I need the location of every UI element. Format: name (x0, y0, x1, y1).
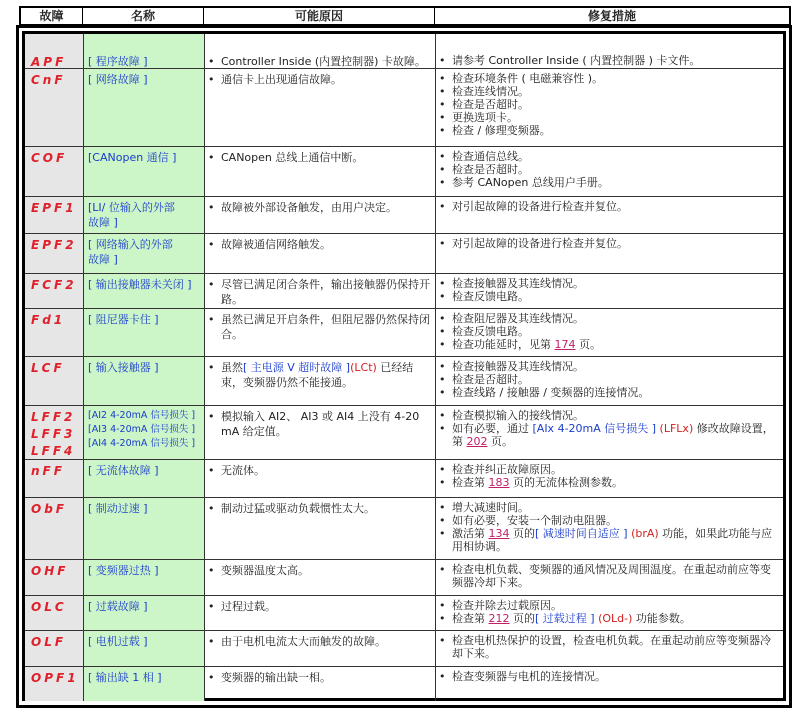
text-segment: 检查接触器及其连线情况。 (452, 360, 584, 373)
fault-name-cell (84, 460, 205, 497)
text-segment: 检查环境条件 ( 电磁兼容性 )。 (452, 72, 604, 85)
fault-code: EPF1 (31, 201, 77, 215)
text-segment: 故障被通信网络触发。 (221, 238, 331, 251)
remedy-cell (436, 197, 783, 233)
cause-item (208, 312, 433, 342)
cause-cell (205, 460, 436, 497)
text-segment: 虽然 (221, 361, 243, 374)
text-segment: 检查第 (452, 476, 489, 489)
table-row (25, 147, 783, 197)
fault-code: CnF (31, 73, 66, 87)
remedy-item (439, 514, 781, 527)
text-segment: 检查电机负载、变频器的通风情况及周围温度。在重起动前应等变频器冷却下来。 (452, 563, 771, 589)
remedy-cell (436, 357, 783, 405)
text-segment: 检查通信总线。 (452, 150, 529, 163)
cause-cell (205, 406, 436, 459)
header-remedy: 修复措施 (587, 9, 636, 23)
cause-item (208, 237, 433, 252)
remedy-item (439, 463, 781, 476)
text-segment: 变频器温度太高。 (221, 564, 309, 577)
fault-name: [ 输出接触器未关闭 ] (88, 278, 192, 291)
fault-name: [AI4 4-20mA 信号损失 ] (88, 438, 196, 449)
fault-code: OPF1 (31, 671, 79, 685)
text-segment: 检查反馈电路。 (452, 325, 529, 338)
text-segment: 已经结束，变频器仍然不能接通。 (221, 361, 414, 389)
remedy-item (439, 422, 781, 448)
fault-name: [CANopen 通信 ] (88, 151, 177, 164)
fault-name-cell (84, 498, 205, 559)
cause-cell (205, 147, 436, 196)
fault-name: [ 程序故障 ] (88, 55, 148, 68)
parameter-ref: (OLd-) (594, 612, 633, 625)
remedy-item (439, 163, 781, 176)
fault-code-cell (25, 309, 84, 356)
fault-code: EPF2 (31, 238, 77, 252)
fault-code-cell (25, 147, 84, 196)
cause-cell (205, 667, 436, 701)
text-segment: 检查第 (452, 612, 489, 625)
text-segment: 功能参数。 (632, 612, 691, 625)
table-row (25, 667, 783, 701)
fault-code: Fd1 (31, 313, 66, 327)
text-segment: 增大减速时间。 (452, 501, 529, 514)
fault-code-cell (25, 560, 84, 595)
table-row (25, 460, 783, 498)
fault-code: OLF (31, 635, 67, 649)
text-segment: 检查变频器与电机的连接情况。 (452, 670, 606, 683)
text-segment: 故障被外部设备触发，由用户决定。 (221, 201, 397, 214)
parameter-ref: [ 减速时间自适应 ] (535, 527, 628, 540)
remedy-item (439, 85, 781, 98)
text-segment: 尽管已满足闭合条件，输出接触器仍保持开路。 (221, 278, 430, 306)
parameter-ref: [ 主电源 V 超时故障 ] (243, 361, 351, 374)
text-segment: 检查功能延时，见第 (452, 338, 555, 351)
remedy-item (439, 634, 781, 660)
fault-name: [ 输出缺 1 相 ] (88, 671, 162, 684)
remedy-cell (436, 147, 783, 196)
text-segment: 检查并纠正故障原因。 (452, 463, 562, 476)
text-segment: 检查线路 / 接触器 / 变频器的连接情况。 (452, 386, 650, 399)
table-row (25, 357, 783, 406)
page-link[interactable]: 174 (554, 338, 576, 351)
remedy-cell (436, 560, 783, 595)
fault-name: [ 制动过速 ] (88, 502, 148, 515)
text-segment: 无流体。 (221, 464, 265, 477)
cause-cell (205, 274, 436, 308)
fault-code-cell (25, 197, 84, 233)
cause-cell (205, 560, 436, 595)
text-segment: 制动过猛或驱动负载惯性太大。 (221, 502, 375, 515)
remedy-item (439, 670, 781, 683)
fault-code-cell (25, 631, 84, 666)
remedy-item (439, 111, 781, 124)
remedy-item (439, 386, 781, 399)
cause-item (208, 501, 433, 516)
fault-name-cell (84, 147, 205, 196)
fault-name: [ 无流体故障 ] (88, 464, 159, 477)
text-segment: 检查反馈电路。 (452, 290, 529, 303)
text-segment: CANopen 总线上通信中断。 (221, 151, 364, 164)
cause-item (208, 563, 433, 578)
table-row (25, 34, 783, 69)
table-row (25, 406, 783, 460)
table-row (25, 274, 783, 309)
text-segment: 如有必要，安装一个制动电阻器。 (452, 514, 617, 527)
fault-code: LFF2 (31, 410, 76, 424)
remedy-cell (436, 274, 783, 308)
fault-name-cell (84, 234, 205, 273)
table-row (25, 197, 783, 234)
remedy-item (439, 527, 781, 553)
text-segment: 检查连线情况。 (452, 85, 529, 98)
text-segment: 由于电机电流太大而触发的故障。 (221, 635, 386, 648)
table-row (25, 560, 783, 596)
remedy-cell (436, 69, 783, 146)
fault-name-cell (84, 309, 205, 356)
remedy-cell (436, 234, 783, 273)
text-segment: 页的无流体检测参数。 (509, 476, 623, 489)
text-segment: 检查 / 修理变频器。 (452, 124, 551, 137)
table-row (25, 69, 783, 147)
remedy-cell (436, 460, 783, 497)
remedy-item (439, 409, 781, 422)
cause-cell (205, 498, 436, 559)
remedy-item (439, 476, 781, 489)
cause-cell (205, 631, 436, 666)
text-segment: 请参考 Controller Inside ( 内置控制器 ) 卡文件。 (452, 54, 701, 67)
remedy-item (439, 373, 781, 386)
header-fault: 故障 (21, 8, 83, 24)
fault-name: [ 电机过载 ] (88, 635, 148, 648)
fault-name: 故障 ] (88, 253, 118, 266)
fault-table (22, 31, 786, 701)
fault-name: [AI2 4-20mA 信号损失 ] (88, 410, 196, 421)
fault-name: [ 网络故障 ] (88, 73, 148, 86)
text-segment: 检查是否超时。 (452, 98, 529, 111)
remedy-item (439, 338, 781, 351)
cause-cell (205, 69, 436, 146)
remedy-item (439, 312, 781, 325)
cause-item (208, 277, 433, 307)
fault-code-cell (25, 69, 84, 146)
cause-item (208, 150, 433, 165)
text-segment: 修改故障设置，第 (452, 422, 774, 448)
fault-code-cell (25, 357, 84, 405)
page-link[interactable]: 134 (488, 527, 510, 540)
remedy-cell (436, 498, 783, 559)
table-row (25, 498, 783, 560)
parameter-ref: [ 过载过程 ] (535, 612, 595, 625)
header-cause: 可能原因 (204, 8, 435, 24)
remedy-cell (436, 631, 783, 666)
fault-code-cell (25, 460, 84, 497)
remedy-item (439, 599, 781, 612)
fault-code-cell (25, 234, 84, 273)
fault-name-cell (84, 596, 205, 630)
fault-code: nFF (31, 464, 65, 478)
cause-item (208, 72, 433, 87)
fault-code: COF (31, 151, 68, 165)
table-row (25, 596, 783, 631)
fault-code: APF (31, 55, 67, 69)
cause-item (208, 200, 433, 215)
cause-item (208, 360, 433, 390)
text-segment: 过程过载。 (221, 600, 276, 613)
fault-name-cell (84, 357, 205, 405)
text-segment: 参考 CANopen 总线用户手册。 (452, 176, 609, 189)
fault-code-cell (25, 34, 84, 68)
cause-cell (205, 197, 436, 233)
page-link[interactable]: 183 (488, 476, 510, 489)
remedy-cell (436, 406, 783, 459)
text-segment: 检查阻尼器及其连线情况。 (452, 312, 584, 325)
text-segment: 页。 (575, 338, 601, 351)
text-segment: 功能，如果此功能与应用相协调。 (452, 527, 773, 553)
remedy-item (439, 612, 781, 625)
text-segment: 如有必要，通过 (452, 422, 533, 435)
remedy-item (439, 290, 781, 303)
remedy-item (439, 72, 781, 85)
text-segment: 检查模拟输入的接线情况。 (452, 409, 584, 422)
fault-code: LFF3 (31, 427, 76, 441)
fault-code: OHF (31, 564, 69, 578)
fault-name: [AI3 4-20mA 信号损失 ] (88, 424, 196, 435)
remedy-item (439, 563, 781, 589)
page-link[interactable]: 212 (488, 612, 510, 625)
parameter-ref: (brA) (627, 527, 659, 540)
text-segment: 激活第 (452, 527, 489, 540)
header-name: 名称 (83, 8, 204, 24)
remedy-cell (436, 596, 783, 630)
parameter-ref: [AIx 4-20mA 信号损失 ] (532, 422, 657, 435)
fault-code-cell (25, 406, 84, 459)
cause-item (208, 634, 433, 649)
remedy-item (439, 176, 781, 189)
text-segment: 页的 (509, 527, 535, 540)
text-segment: 检查是否超时。 (452, 373, 529, 386)
fault-name: [ 变频器过热 ] (88, 564, 159, 577)
fault-code-cell (25, 596, 84, 630)
cause-item (208, 599, 433, 614)
text-segment: 检查并除去过载原因。 (452, 599, 562, 612)
fault-name-cell (84, 69, 205, 146)
cause-item (208, 463, 433, 478)
text-segment: 更换选项卡。 (452, 111, 518, 124)
table-row (25, 234, 783, 274)
remedy-item (439, 54, 781, 67)
fault-name-cell (84, 274, 205, 308)
fault-code-cell (25, 498, 84, 559)
fault-code: OLC (31, 600, 67, 614)
text-segment: 检查是否超时。 (452, 163, 529, 176)
remedy-item (439, 124, 781, 137)
table-row (25, 309, 783, 357)
text-segment: 对引起故障的设备进行检查并复位。 (452, 200, 628, 213)
text-segment: 通信卡上出现通信故障。 (221, 73, 342, 86)
fault-name-cell (84, 560, 205, 595)
remedy-item (439, 150, 781, 163)
fault-name-cell (84, 667, 205, 701)
page-link[interactable]: 202 (466, 435, 488, 448)
cause-item (208, 54, 433, 69)
remedy-item (439, 360, 781, 373)
fault-name: [ 阻尼器卡住 ] (88, 313, 159, 326)
parameter-ref: (LCt) (350, 361, 377, 374)
fault-name: [ 网络输入的外部 (88, 238, 173, 251)
fault-name: 故障 ] (88, 216, 118, 229)
remedy-cell (436, 309, 783, 356)
text-segment: 虽然已满足开启条件，但阻尼器仍然保持闭合。 (221, 313, 430, 341)
cause-item (208, 409, 433, 439)
parameter-ref: (LFLx) (656, 422, 694, 435)
text-segment: 检查接触器及其连线情况。 (452, 277, 584, 290)
cause-cell (205, 357, 436, 405)
fault-name: [ 输入接触器 ] (88, 361, 159, 374)
fault-name-cell (84, 34, 205, 68)
remedy-item (439, 501, 781, 514)
fault-name-cell (84, 197, 205, 233)
fault-name-cell (84, 631, 205, 666)
remedy-cell (436, 667, 783, 701)
remedy-item (439, 237, 781, 250)
remedy-item (439, 98, 781, 111)
remedy-item (439, 325, 781, 338)
fault-code-cell (25, 274, 84, 308)
text-segment: 对引起故障的设备进行检查并复位。 (452, 237, 628, 250)
cause-cell (205, 596, 436, 630)
text-segment: 页的 (509, 612, 535, 625)
fault-name: [LI/ 位输入的外部 (88, 201, 175, 214)
text-segment: 检查电机热保护的设置，检查电机负载。在重起动前应等变频器冷却下来。 (452, 634, 771, 660)
remedy-item (439, 200, 781, 213)
remedy-cell (436, 34, 783, 68)
remedy-item (439, 277, 781, 290)
fault-name-cell (84, 406, 205, 459)
text-segment: 变频器的输出缺一相。 (221, 671, 331, 684)
fault-code: LFF4 (31, 444, 76, 458)
table-header (19, 6, 791, 26)
fault-code-cell (25, 667, 84, 701)
table-row (25, 631, 783, 667)
cause-cell (205, 34, 436, 68)
fault-code: ObF (31, 502, 67, 516)
cause-cell (205, 234, 436, 273)
cause-cell (205, 309, 436, 356)
fault-code: LCF (31, 361, 65, 375)
text-segment: 模拟输入 AI2、 AI3 或 AI4 上没有 4-20 mA 给定值。 (221, 410, 420, 438)
fault-name: [ 过载故障 ] (88, 600, 148, 613)
fault-code: FCF2 (31, 278, 77, 292)
cause-item (208, 670, 433, 685)
text-segment: 页。 (487, 435, 513, 448)
text-segment: Controller Inside (内置控制器) 卡故障。 (221, 55, 426, 68)
